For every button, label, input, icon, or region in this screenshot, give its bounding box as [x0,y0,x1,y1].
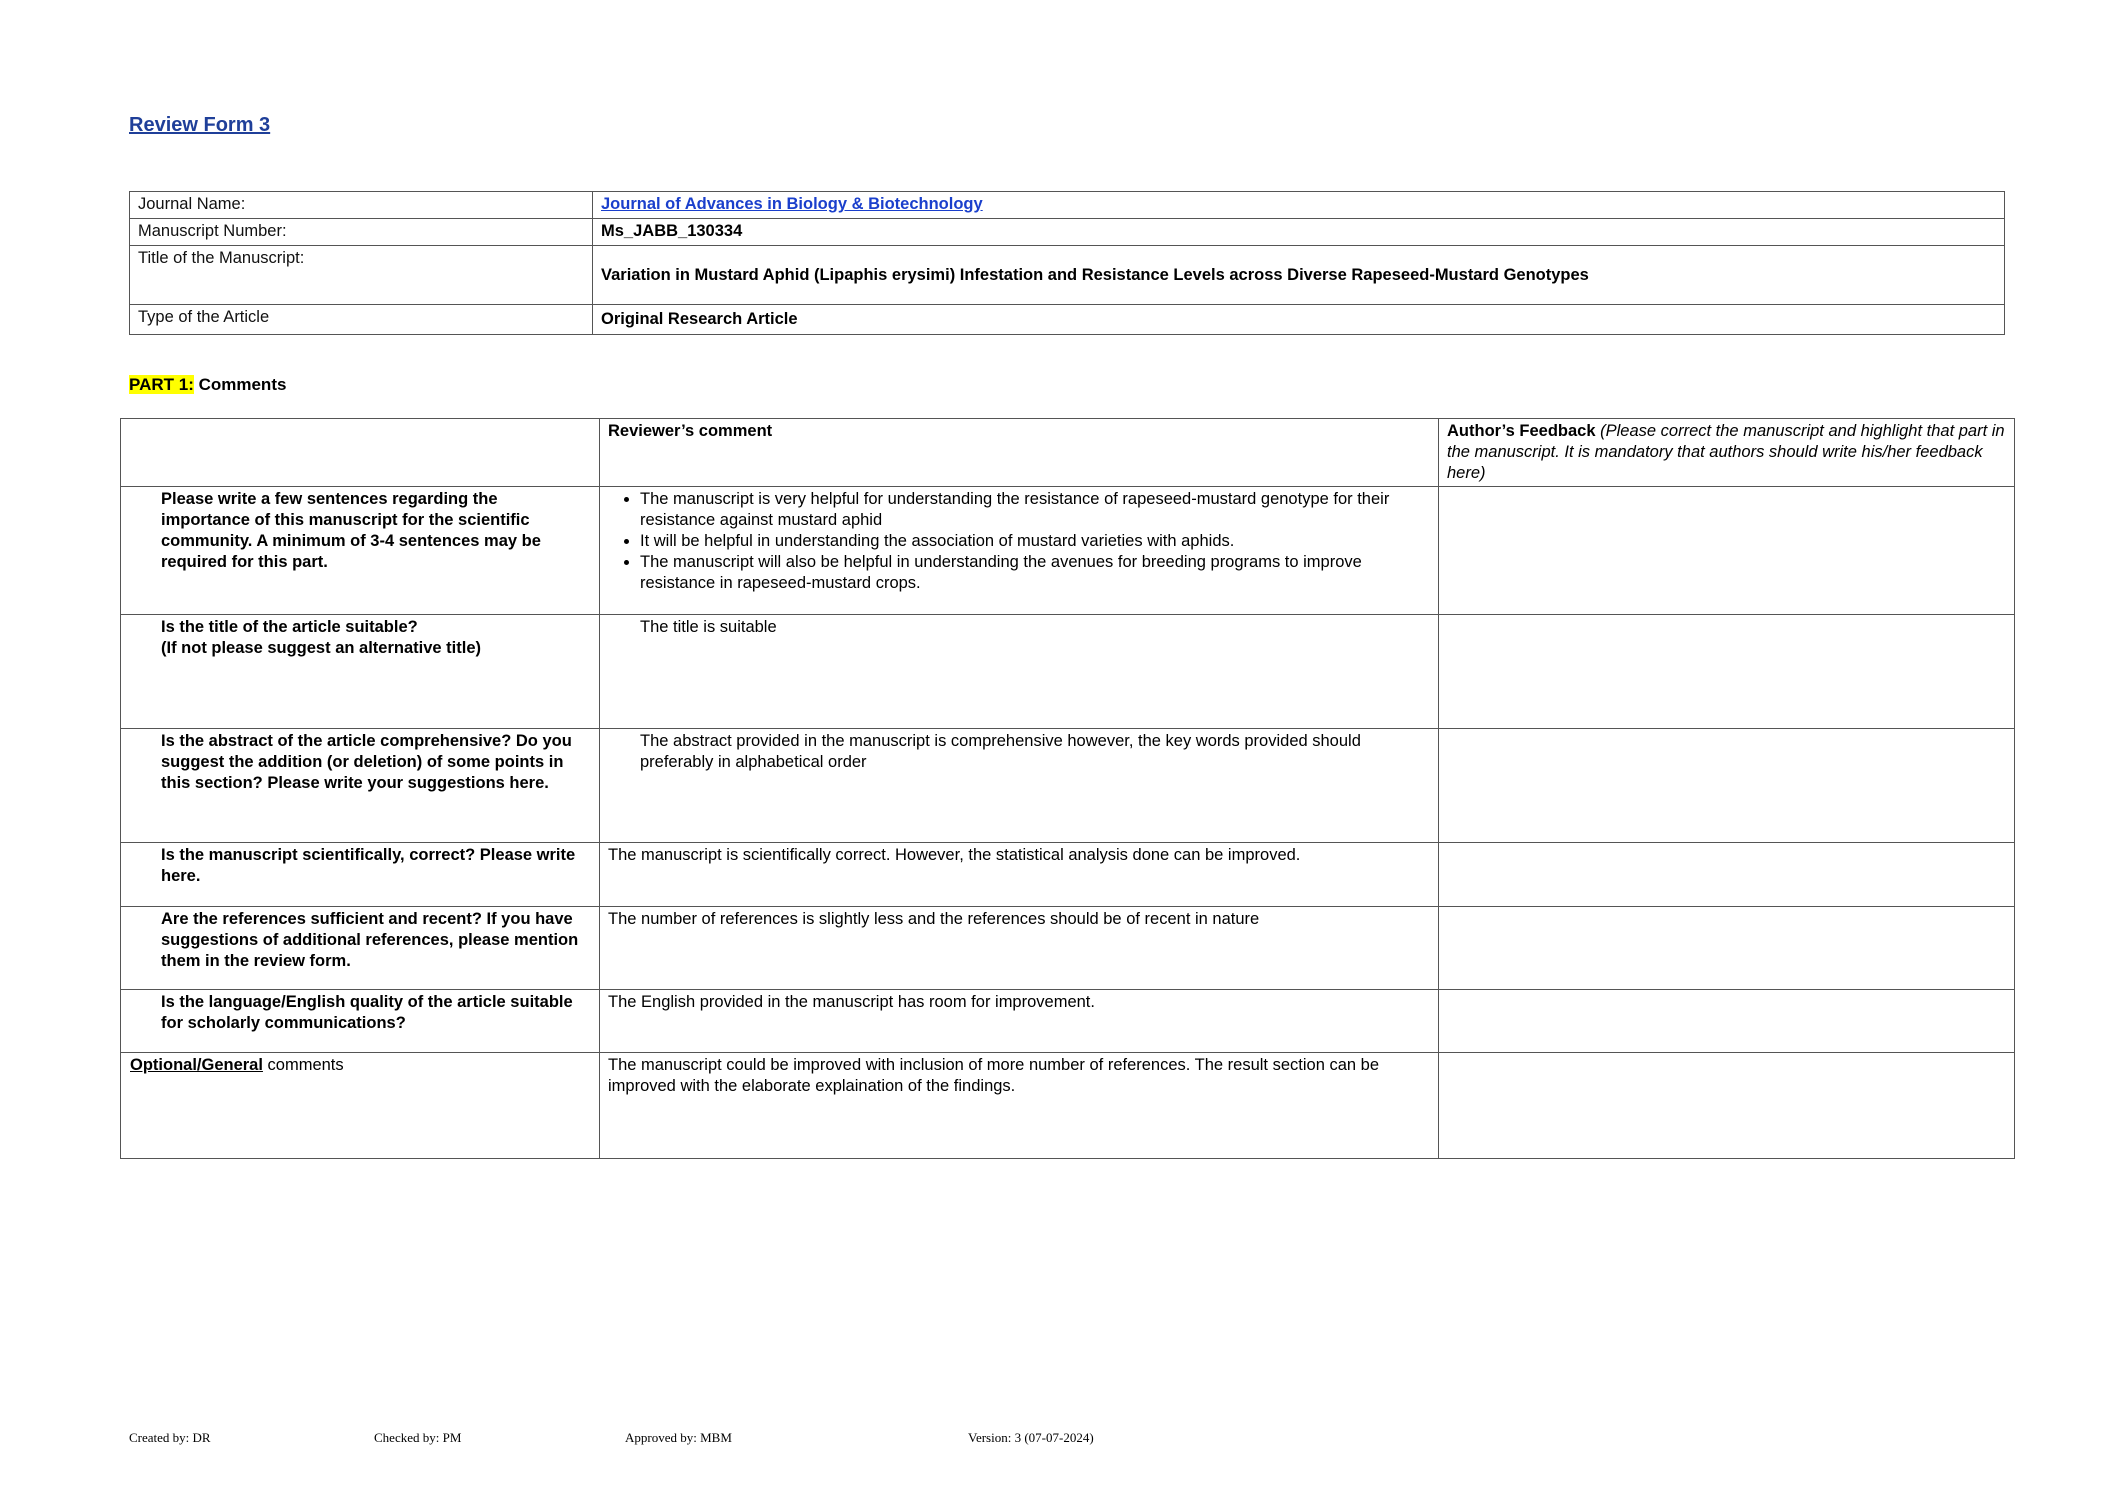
comment-bullet: • The manuscript will also be helpful in understanding the avenues for breeding programs to improve resistance in rapeseed-mustard crops. [640,552,1430,594]
optional-suffix: comments [262,1056,344,1074]
table-row [121,1053,2015,1159]
question: Is the language/English quality of the article suitable for scholarly communications? [121,990,600,1053]
journal-label: Journal Name: [130,192,593,219]
author-feedback-cell[interactable] [1439,907,2015,990]
comment-bullet: • The manuscript is very helpful for understanding the resistance of rapeseed-mustard genotype for their resistance against mustard aphid [640,489,1430,531]
question: Are the references sufficient and recent? If you have suggestions of additional references, please mention them in the review form. [121,907,600,990]
table-row [121,990,2015,1053]
manuscript-title-value: Variation in Mustard Aphid (Lipaphis erysimi) Infestation and Resistance Levels across Diverse Rapeseed-Mustard Genotypes [593,246,2005,305]
question: Please write a few sentences regarding the importance of this manuscript for the scientific community. A minimum of 3-4 sentences may be required for this part. [121,487,600,615]
author-feedback-cell[interactable] [1439,1053,2015,1159]
optional-label: Optional/General [130,1056,263,1074]
reviewer-comment[interactable]: The manuscript is scientifically correct. However, the statistical analysis done can be improved. [600,843,1439,907]
optional-label-cell [121,1053,600,1159]
form-title: Review Form 3 [129,114,271,136]
author-feedback-instructions: (Please correct the manuscript and highlight that part in the manuscript. It is mandatory that authors should write his/her feedback here) [1447,422,2005,482]
part-label: PART 1: [129,375,194,394]
footer-version: Version: 3 (07-07-2024) [968,1430,1094,1445]
article-type-value: Original Research Article [593,305,2005,335]
reviewer-comment[interactable] [600,487,1439,615]
reviewer-comment[interactable]: The title is suitable [600,615,1439,729]
journal-link[interactable]: Journal of Advances in Biology & Biotechnology [601,195,983,213]
table-row [121,729,2015,843]
manuscript-number-value: Ms_JABB_130334 [593,219,2005,246]
reviewer-comment[interactable]: The abstract provided in the manuscript is comprehensive however, the key words provided should preferably in alphabetical order [600,729,1439,843]
author-feedback-cell[interactable] [1439,843,2015,907]
author-feedback-cell[interactable] [1439,615,2015,729]
header-empty [121,419,600,487]
table-row [121,487,2015,615]
article-type-label: Type of the Article [130,305,593,335]
reviewer-comment[interactable]: The manuscript could be improved with inclusion of more number of references. The result section can be improved with the elaborate explaination of the findings. [600,1053,1439,1159]
question: Is the title of the article suitable? (If not please suggest an alternative title) [121,615,600,729]
author-feedback-cell[interactable] [1439,487,2015,615]
footer-checked: Checked by: PM [374,1430,462,1445]
manuscript-number-label: Manuscript Number: [130,219,593,246]
part-title: Comments [193,375,287,394]
reviewer-comment[interactable]: The English provided in the manuscript has room for improvement. [600,990,1439,1053]
part-heading [129,375,286,395]
manuscript-title-label: Title of the Manuscript: [130,246,593,305]
comment-bullet: • It will be helpful in understanding the association of mustard varieties with aphids. [640,531,1430,552]
header-author-feedback [1439,419,2015,487]
footer-approved: Approved by: MBM [625,1430,732,1445]
footer-created: Created by: DR [129,1430,211,1445]
author-feedback-cell[interactable] [1439,729,2015,843]
question: Is the abstract of the article comprehensive? Do you suggest the addition (or deletion) of some points in this section? Please write your suggestions here. [121,729,600,843]
question: Is the manuscript scientifically, correct? Please write here. [121,843,600,907]
header-reviewer-comment: Reviewer’s comment [600,419,1439,487]
author-feedback-title: Author’s Feedback [1447,422,1596,440]
table-row [121,615,2015,729]
table-row [121,843,2015,907]
comments-table [120,418,2015,1159]
author-feedback-cell[interactable] [1439,990,2015,1053]
reviewer-comment[interactable]: The number of references is slightly less and the references should be of recent in nature [600,907,1439,990]
manuscript-info-table [129,191,2005,335]
table-row [121,907,2015,990]
